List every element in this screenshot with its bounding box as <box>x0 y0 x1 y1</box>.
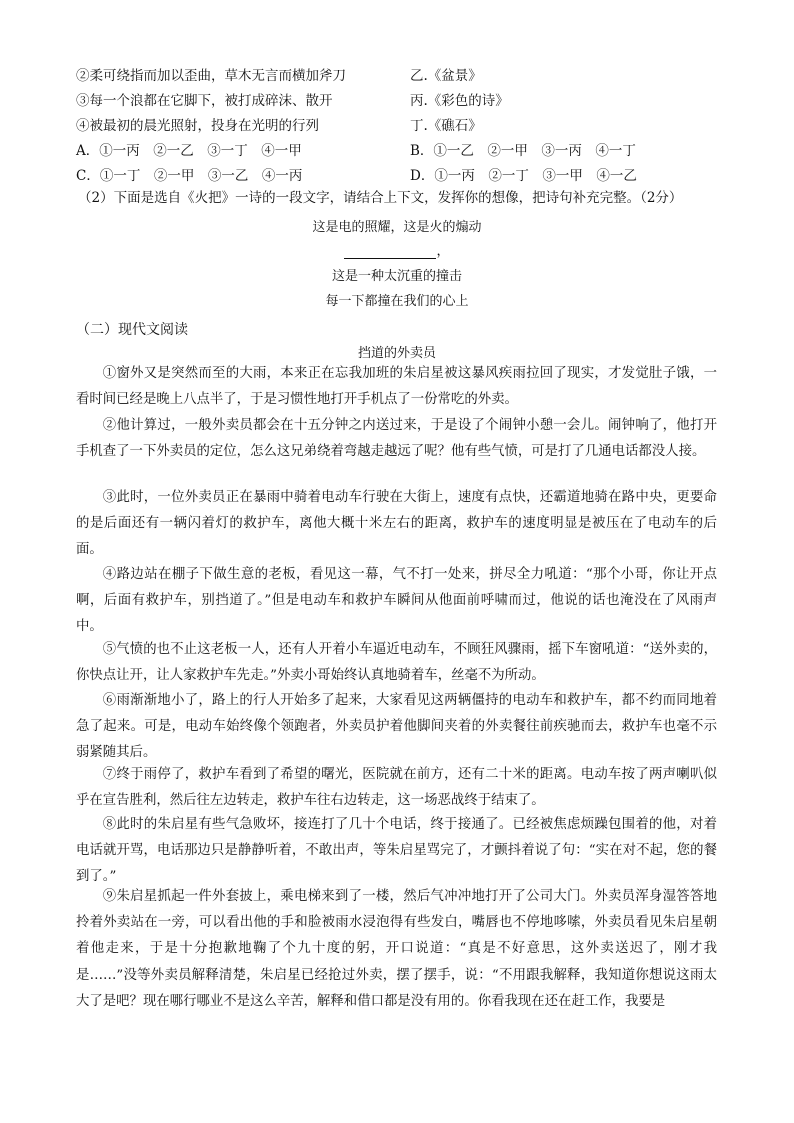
option-left-2: ②柔可绕指而加以歪曲，草木无言而横加斧刀 <box>76 68 346 84</box>
paragraph-8: ⑧此时的朱启星有些气急败坏，接连打了几十个电话，终于接通了。已经被焦虑烦躁包围着的他，对着电话就开骂，电话那边只是静静听着，不敢出声，等朱启星骂完了，才颤抖着说了句：“实在对不起，您的餐到了。” <box>76 817 717 885</box>
answer-choice-b: B．①一乙 ②一甲 ③一丙 ④一丁 <box>410 143 636 159</box>
poem-blank-line <box>0 240 794 259</box>
paragraph-6: ⑥雨渐渐地小了，路上的行人开始多了起来，大家看见这两辆僵持的电动车和救护车，都不约而同地着急了起来。可是，电动车始终像个领跑者，外卖员护着他脚间夹着的外卖餐往前疾驰而去，救护车也毫不示弱紧随其后。 <box>76 693 717 761</box>
paragraph-5: ⑤气愤的也不止这老板一人，还有人开着小车逼近电动车，不顾狂风骤雨，摇下车窗吼道：“送外卖的，你快点让开，让人家救护车先走。”外卖小哥始终认真地骑着车，丝毫不为所动。 <box>76 642 717 684</box>
poem-line-4: 每一下都撞在我们的心上 <box>325 294 469 309</box>
option-right-yi: 乙.《盆景》 <box>410 68 482 84</box>
option-left-4: ④被最初的晨光照射，投身在光明的行列 <box>76 118 319 134</box>
option-right-ding: 丁.《礁石》 <box>410 118 482 134</box>
paragraph-1: ①窗外又是突然而至的大雨，本来正在忘我加班的朱启星被这暴风疾雨拉回了现实，才发觉肚子饿，一看时间已经是晚上八点半了，于是习惯性地打开手机点了一份常吃的外卖。 <box>76 366 717 408</box>
paragraph-7: ⑦终于雨停了，救护车看到了希望的曙光，医院就在前方，还有二十米的距离。电动车按了两声喇叭似乎在宣告胜利，然后往左边转走，救护车往右边转走，这一场恶战终于结束了。 <box>76 767 717 809</box>
article-title: 挡道的外卖员 <box>357 346 436 361</box>
poem-line-1: 这是电的照耀，这是火的煽动 <box>312 220 482 235</box>
paragraph-2: ②他计算过，一般外卖员都会在十五分钟之内送过来，于是设了个闹钟小憩一会儿。闹钟响了，他打开手机查了一下外卖员的定位，怎么这兄弟绕着弯越走越远了呢？他有些气愤，可是打了几通电话都没人接。 <box>76 418 717 460</box>
paragraph-3: ③此时，一位外卖员正在暴雨中骑着电动车行驶在大街上，速度有点快，还霸道地骑在路中央，更要命的是后面还有一辆闪着灯的救护车，离他大概十米左右的距离，救护车的速度明显是被压在了电动车的后面。 <box>76 490 717 558</box>
section-heading: （二）现代文阅读 <box>76 322 188 338</box>
answer-choice-d: D．①一丙 ②一丁 ③一甲 ④一乙 <box>410 168 637 184</box>
option-left-3: ③每一个浪都在它脚下，被打成碎沫、散开 <box>76 93 333 109</box>
answer-choice-a: A．①一丙 ②一乙 ③一丁 ④一甲 <box>76 143 302 159</box>
poem-line-3: 这是一种太沉重的撞击 <box>331 269 462 284</box>
poem-blank-comma: ， <box>436 244 450 259</box>
question-2-prompt: （2）下面是选自《火把》一诗的一段文字，请结合上下文，发挥你的想像，把诗句补充完整。（2分） <box>78 190 683 206</box>
fill-in-blank[interactable] <box>344 244 436 259</box>
answer-choice-c: C．①一丁 ②一甲 ③一乙 ④一丙 <box>76 168 303 184</box>
paragraph-4: ④路边站在棚子下做生意的老板，看见这一幕，气不打一处来，拼尽全力吼道：“那个小哥，你让开点啊，后面有救护车，别挡道了。”但是电动车和救护车瞬间从他面前呼啸而过，他说的话也淹没在了风雨声中。 <box>76 567 717 635</box>
paragraph-9: ⑨朱启星抓起一件外套披上，乘电梯来到了一楼，然后气冲冲地打开了公司大门。外卖员浑身湿答答地拎着外卖站在一旁，可以看出他的手和脸被雨水浸泡得有些发白，嘴唇也不停地哆嗦，外卖员看见朱启星朝着他走来，于是十分抱歉地鞠了个九十度的躬，开口说道：“真是不好意思，这外卖送迟了，刚才我是……”没等外卖员解释清楚，朱启星已经抢过外卖，摆了摆手，说：“不用跟我解释，我知道你想说这雨太大了是吧？现在哪行哪业不是这么辛苦，解释和借口都是没有用的。你看我现在还在赶工作，我要是 <box>76 889 717 1009</box>
option-right-bing: 丙.《彩色的诗》 <box>410 93 509 109</box>
